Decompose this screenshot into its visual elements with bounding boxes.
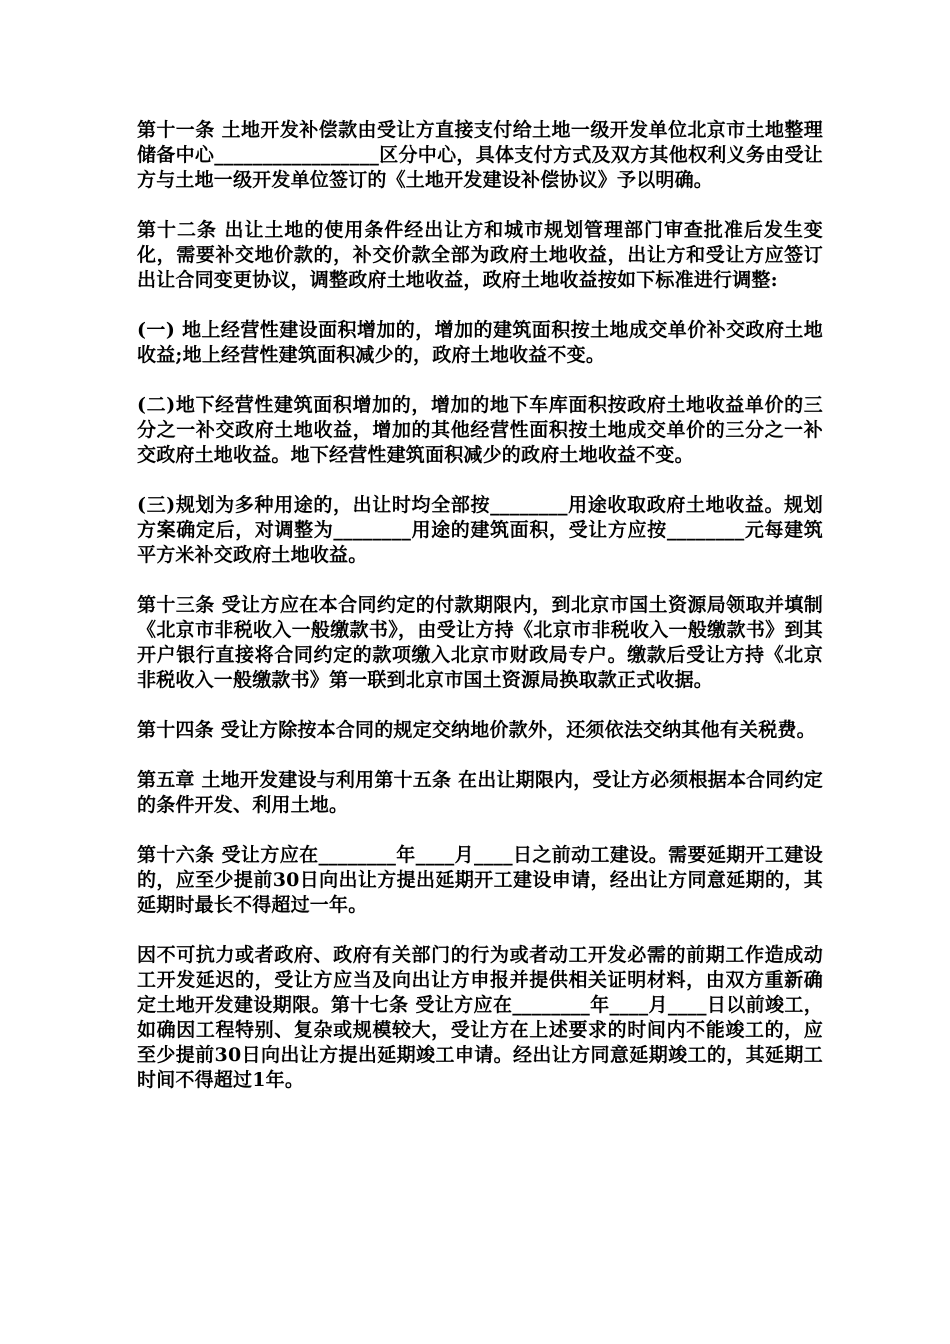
article-12-paragraph: 第十二条 出让土地的使用条件经出让方和城市规划管理部门审查批准后发生变化，需要补交地价款的，补交价款全部为政府土地收益，出让方和受让方应签订出让合同变更协议，调整政府土地收益，政府土地收益按如下标准进行调整: [137,219,823,291]
contract-body [137,118,823,1118]
article-12-item-3: (三)规划为多种用途的，出让时均全部按________用途收取政府土地收益。规划方案确定后，对调整为________用途的建筑面积，受让方应按________元每建筑平方米补交政府土地收益。 [137,494,823,566]
article-12-item-2: (二)地下经营性建筑面积增加的，增加的地下车库面积按政府土地收益单价的三分之一补交政府土地收益，增加的其他经营性面积按土地成交单价的三分之一补交政府土地收益。地下经营性建筑面积减少的政府土地收益不变。 [137,394,823,466]
article-13-paragraph: 第十三条 受让方应在本合同约定的付款期限内，到北京市国土资源局领取并填制《北京市非税收入一般缴款书》，由受让方持《北京市非税收入一般缴款书》到其开户银行直接将合同约定的款项缴入北京市财政局专户。缴款后受让方持《北京非税收入一般缴款书》第一联到北京市国土资源局换取款正式收据。 [137,594,823,691]
article-14-paragraph: 第十四条 受让方除按本合同的规定交纳地价款外，还须依法交纳其他有关税费。 [137,719,816,741]
force-majeure-article-17-paragraph: 因不可抗力或者政府、政府有关部门的行为或者动工开发必需的前期工作造成动工开发延迟的，受让方应当及向出让方申报并提供相关证明材料，由双方重新确定土地开发建设期限。第十七条 受让方应在________年____月____日以前竣工，如确因工程特别、复杂或规模较大，受让方在上述要求的时间内不能竣工的，应至少提前30日向出让方提出延期竣工申请。经出让方同意延期竣工的，其延期工时间不得超过1年。 [137,944,823,1091]
chapter-5-article-15-paragraph: 第五章 土地开发建设与利用第十五条 在出让期限内，受让方必须根据本合同约定的条件开发、利用土地。 [137,769,823,816]
article-16-paragraph: 第十六条 受让方应在________年____月____日之前动工建设。需要延期开工建设的，应至少提前30日向出让方提出延期开工建设申请，经出让方同意延期的，其延期时最长不得超过一年。 [137,844,823,916]
article-11-paragraph: 第十一条 土地开发补偿款由受让方直接支付给土地一级开发单位北京市土地整理储备中心_________________区分中心，具体支付方式及双方其他权利义务由受让方与土地一级开发单位签订的《土地开发建设补偿协议》予以明确。 [137,119,823,191]
article-12-item-1: (一) 地上经营性建设面积增加的，增加的建筑面积按土地成交单价补交政府土地收益;地上经营性建筑面积减少的，政府土地收益不变。 [137,319,823,366]
